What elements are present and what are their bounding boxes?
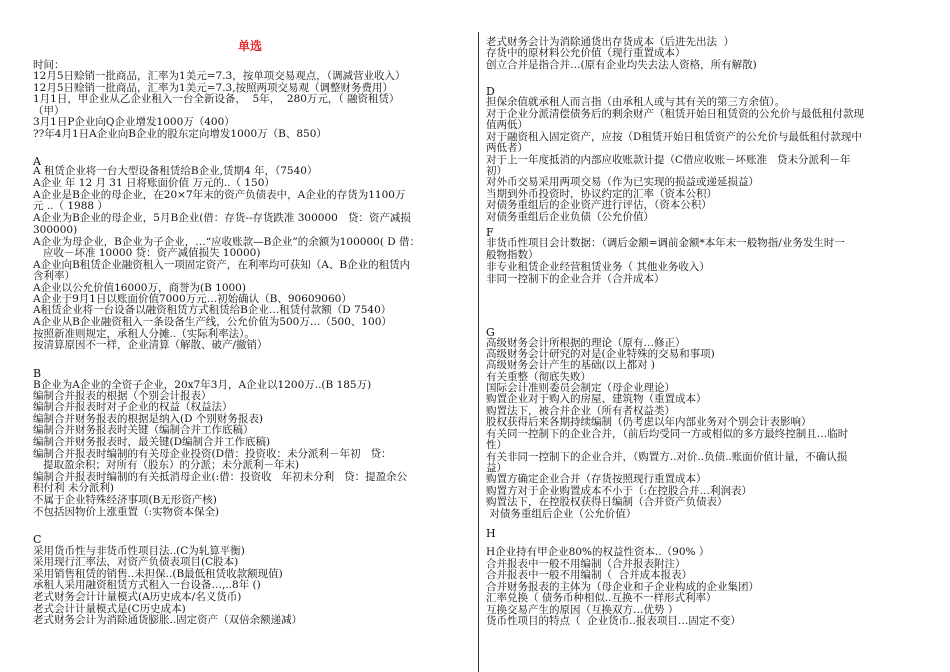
text-line: 对于企业分派清偿债务后的剩余财产（租赁开始日租赁资的公允价与最低租付款现 [486, 108, 864, 120]
text-line: 采用货币性与非货币性项目法..(C为轧算平衡) [33, 545, 245, 557]
text-line: 值两低） [486, 119, 528, 131]
text-line: 非专业租赁企业经营租赁业务（ 其他业务收入） [486, 261, 710, 273]
text-line: 性） [486, 439, 507, 451]
text-line: 非同一控制下的企业合并（合并成本） [486, 273, 665, 285]
text-line: 购置法下，在控股权获得日编制（合并资产负债表） [486, 496, 728, 508]
text-line: 1月1日，甲企业从乙企业租入一台全新设备， 5年， 280万元，（ 融资租赁） [33, 93, 400, 105]
text-line: 编制合并财务报表时，最关键(D编制合并工作底稿) [33, 436, 271, 448]
text-line: 合并报表中一般不用编制（ 合并成本报表） [486, 569, 693, 581]
text-line: 购置企业对于购入的房屋、建筑物（重置成本） [486, 393, 707, 405]
text-line: 国际会计准则委员会制定（母企业理论） [486, 382, 675, 394]
text-line: 编制合并报表时编制的有关母企业投资(D借：投资收：未分派利－年初 贷： [33, 448, 392, 460]
section-heading: A [33, 155, 41, 168]
text-line: 编制合并财务报表时关键（编制合并工作底稿） [33, 424, 254, 436]
text-line: 不包括因物价上涨重置（:实物资本保全) [33, 506, 220, 518]
section-heading: D [486, 85, 495, 98]
text-line: 不属于企业特殊经济事项(B无形资产核) [33, 494, 217, 506]
text-line: 对于融资租入固定资产，应按（D租赁开始日租赁资产的公允价与最低租付款现中 [486, 131, 862, 143]
text-line: 应收－坏准 10000 贷：资产减值损失 10000) [33, 247, 261, 259]
text-line: 创立合并是指合并…(原有企业均失去法人资格，所有解散) [486, 59, 757, 71]
text-line: 汇率兑换（ 债务币种相似..互换不一样形式利率） [486, 592, 717, 604]
text-line: 12月5日赊销一批商品，汇率为1美元=7.3，按单项交易观点，（调减营业收入） [33, 70, 406, 82]
text-line: 般物指数） [486, 249, 539, 261]
text-line: A企业于9月1日以账面价值7000万元…初始确认（B、90609060） [33, 293, 352, 305]
text-line: 购置法下，被合并企业（所有者权益类） [486, 405, 675, 417]
section-heading: H [486, 527, 496, 540]
text-line: 时间： [33, 59, 65, 71]
text-line: 编制合并报表时对子企业的权益（权益法） [33, 401, 233, 413]
text-line: 老式财务会计为消除通货膨胀..固定资产（双倍余额递减） [33, 614, 303, 626]
text-line: 对债务重组后企业（公允价值） [486, 508, 637, 520]
text-line: 合并报表中一般不用编制（合并报表附注） [486, 558, 686, 570]
text-line: 有关重整（彻底失败） [486, 371, 591, 383]
text-line: （甲） [33, 105, 65, 117]
text-line: 按照新准则规定，承租人分摊..（实际利率法）。 [33, 328, 255, 340]
text-line: 两低者） [486, 142, 528, 154]
text-line: A企业是B企业的母企业，在20×7年末的资产负债表中，A企业的存货为1100万 [33, 189, 406, 201]
text-line: 合并财务报表的主体为（母企业和子企业构成的企业集团） [486, 581, 759, 593]
text-line: 高级财务会计产生的基础(以上都对 ) [486, 359, 656, 371]
text-line: A企业为母企业，B企业为子企业，…“应收账款—B企业”的余额为100000( D 借： [33, 236, 421, 248]
text-line: 采用销售租赁的销售..未担保..(B最低租赁收款额现值) [33, 568, 283, 580]
text-line: 元 ..（ 1988 ） [33, 200, 108, 212]
text-line: 初） [486, 165, 507, 177]
text-line: 股权获得后来各期持续编制（仍考虑以年内部业务对个别会计表影响） [486, 416, 812, 428]
column-divider [478, 32, 479, 672]
text-line: 采用现行汇率法，对资产负债表项目(C股本) [33, 556, 239, 568]
text-line: 对债务重组后的企业资产进行评估，（资本公积） [486, 199, 712, 211]
section-heading: F [486, 226, 494, 239]
text-line: 互换交易产生的原因（互换双方…优势 ） [486, 604, 679, 616]
text-line: 积付利 未分派利) [33, 482, 114, 494]
text-line: 购置方确定企业合并（存货按照现行重置成本） [486, 473, 707, 485]
text-line: 对债务重组后企业负债（公允价值） [486, 211, 654, 223]
text-line: A企业向B租赁企业融资租入一项固定资产，在利率均可获知（A、B企业的租赁内 [33, 259, 411, 271]
section-heading: B [33, 367, 42, 380]
text-line: 对外币交易采用两项交易（作为已实现的损益或递延损益） [486, 176, 759, 188]
text-line: 老式会计计量模式是(C历史成本) [33, 603, 186, 615]
text-line: 当期到外币投资时，协议约定的汇率（资本公积） [486, 188, 717, 200]
text-line: A企业以公允价值16000万，商誉为(B 1000) [33, 282, 246, 294]
text-line: A企业 年 12 月 31 日将账面价值 万元的..（ 150） [33, 177, 275, 189]
section-heading: G [486, 326, 495, 339]
text-line: A企业为B企业的母企业，5月B企业(借：存货--存货跌准 300000 贷：资产减损 [33, 212, 411, 224]
text-line: 益） [486, 462, 507, 474]
page-title: 单选 [238, 39, 263, 53]
text-line: 老式财务会计为消除通货出存货成本（后进先出法 ） [486, 36, 735, 48]
text-line: 购置方对于企业购置成本不小于（:在控股合并…利润表） [486, 485, 753, 497]
text-line: H企业持有甲企业80%的权益性资本..（90% ） [486, 546, 710, 558]
text-line: A租赁企业将一台设备以融资租赁方式租赁给B企业…租赁付款额（D 7540） [33, 304, 392, 316]
text-line: A 租赁企业将一台大型设备租赁给B企业,赁期4 年，（7540） [33, 165, 318, 177]
text-line: 高级财务会计研究的对是(企业特殊的交易和事项) [486, 348, 715, 360]
text-line: 编制合并报表的根据（个别会计报表） [33, 390, 212, 402]
text-line: 12月5日赊销一批商品，汇率为1美元=7.3,按照两项交易观（调整财务费用） [33, 82, 394, 94]
text-line: 承租人采用融资租赁方式租入一台设备…,..8年 () [33, 579, 261, 591]
section-heading: C [33, 533, 42, 546]
text-line: 300000) [33, 224, 78, 236]
text-line: 对于上一年度抵消的内部应收账款计提（C借应收账－坏账准 贷未分派利－年 [486, 154, 851, 166]
text-line: 按清算原因不一样，企业清算（解散、破产/撤销） [33, 339, 268, 351]
text-line: 有关同一控制下的企业合并，（前后均受同一方或相似的多方最终控制且…临时 [486, 428, 849, 440]
text-line: 提取盈余积；对所有（股东）的分派；未分派利－年末) [33, 459, 300, 471]
text-line: 有关非同一控制下的企业合并，（购置方..对价..负债..账面价值计量，不确认损 [486, 451, 848, 463]
text-line: 非货币性项目会计数据：（调后金额=调前金额*本年末一般物指/业务发生时一 [486, 237, 845, 249]
text-line: ??年4月1日A企业向B企业的股东定向增发1000万（B、850） [33, 128, 327, 140]
text-line: 老式财务会计计量模式(A历史成本/名义货币) [33, 591, 242, 603]
text-line: 含利率） [33, 270, 75, 282]
text-line: 编制合并财务报表的根据是纳入(D 个别财务报表) [33, 413, 263, 425]
text-line: 高级财务会计所根据的理论（原有…修正） [486, 337, 686, 349]
text-line: A企业从B企业融资租入一条设备生产线，公允价值为500万…（500、100） [33, 316, 392, 328]
text-line: 货币性项目的特点（ 企业货币..报表项目…固定不变） [486, 615, 741, 627]
text-line: B企业为A企业的全资子企业，20x7年3月，A企业以1200万..(B 185万) [33, 379, 372, 391]
text-line: 存货中的原材料公允价值（现行重置成本） [486, 47, 686, 59]
text-line: 3月1日P企业向Q企业增发1000万（400） [33, 116, 235, 128]
text-line: 编制合并报表时编制的有关抵消母企业(:借：投资收 年初未分利 贷：提盈余公 [33, 471, 408, 483]
text-line: 担保余值就承租人而言指（由承租人或与其有关的第三方余值）。 [486, 96, 786, 108]
